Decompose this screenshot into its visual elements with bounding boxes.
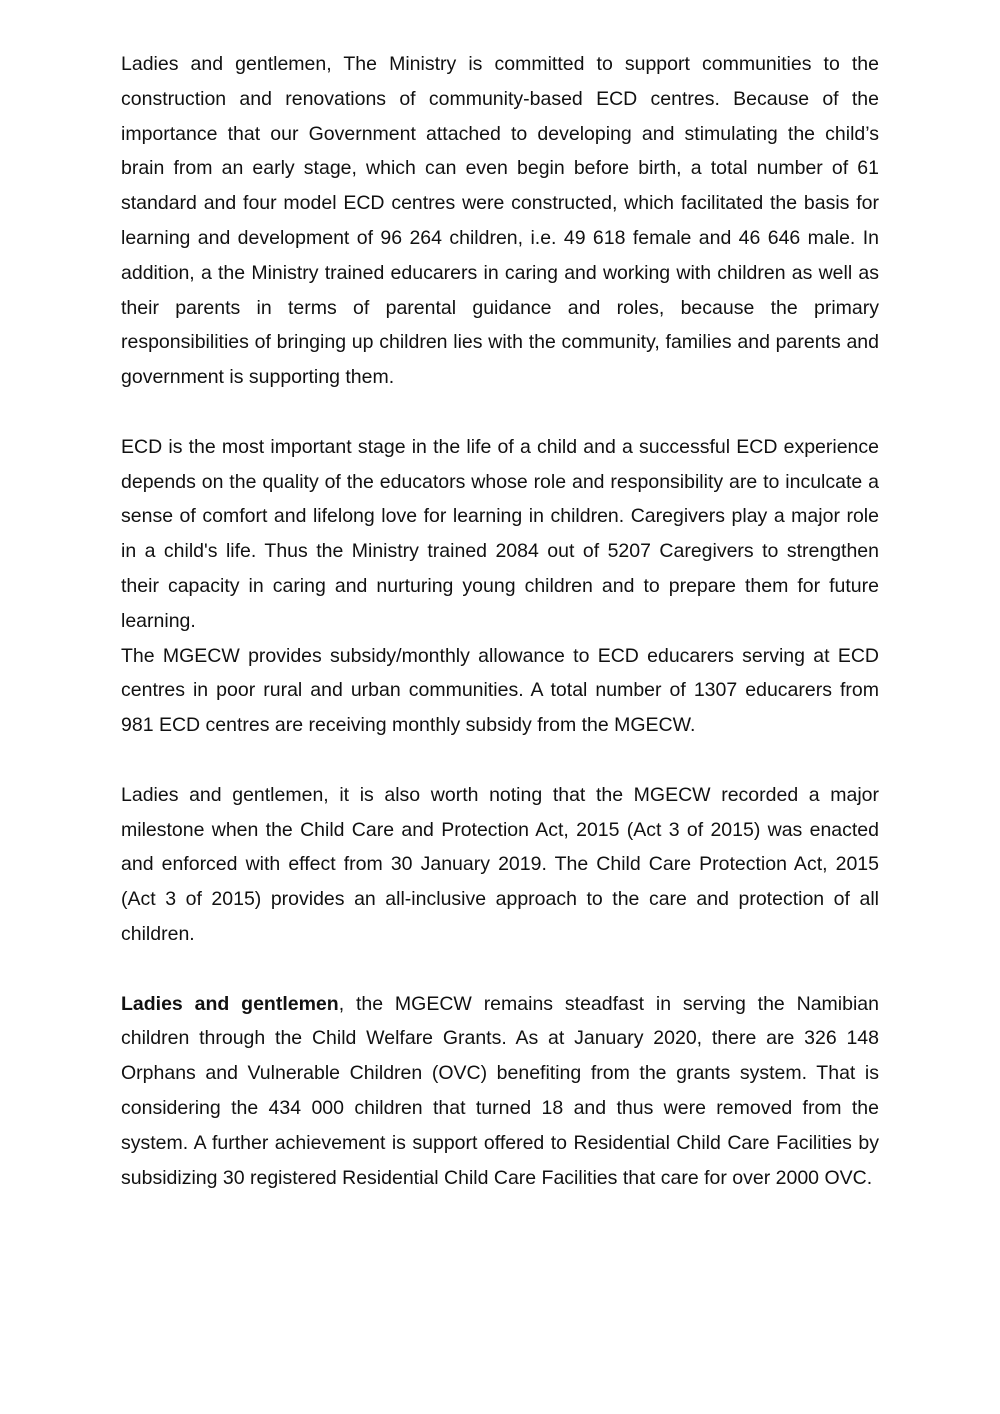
paragraph-welfare-grants <box>121 987 879 1196</box>
paragraph-spacer <box>121 395 879 430</box>
paragraph-spacer <box>121 743 879 778</box>
paragraph-child-care-act: Ladies and gentlemen, it is also worth noting that the MGECW recorded a major milestone when the Child Care and Protection Act, 2015 (Act 3 of 2015) was enacted and enforced with effect from 30 January 2019. The Child Care Protection Act, 2015 (Act 3 of 2015) provides an all-inclusive approach to the care and protection of all children. <box>121 783 879 945</box>
paragraph-caregivers: ECD is the most important stage in the life of a child and a successful ECD experience depends on the quality of the educators whose role and responsibility are to inculcate a sense of comfort and lifelong love for learning in children. Caregivers play a major role in a child's life. Thus the Ministry trained 2084 out of 5207 Caregivers to strengthen their capacity in caring and nurturing young children and to prepare them for future learning. <box>121 435 879 632</box>
paragraph-welfare-grants-text: , the MGECW remains steadfast in serving the Namibian children through the Child Welfare Grants. As at January 2020, there are 326 148 Orphans and Vulnerable Children (OVC) benefiting from the grants system. That is considering the 434 000 children that turned 18 and thus were removed from the system. A further achievement is support offered to Residential Child Care Facilities by subsidizing 30 registered Residential Child Care Facilities that care for over 2000 OVC. <box>121 992 879 1189</box>
paragraph-ecd-centres: Ladies and gentlemen, The Ministry is committed to support communities to the construction and renovations of community-based ECD centres. Because of the importance that our Government attached to developing and stimulating the child’s brain from an early stage, which can even begin before birth, a total number of 61 standard and four model ECD centres were constructed, which facilitated the basis for learning and development of 96 264 children, i.e. 49 618 female and 46 646 male. In addition, a the Ministry trained educarers in caring and working with children as well as their parents in terms of parental guidance and roles, because the primary responsibilities of bringing up children lies with the community, families and parents and government is supporting them. <box>121 53 879 389</box>
bold-salutation: Ladies and gentlemen <box>121 992 339 1015</box>
paragraph-spacer <box>121 952 879 987</box>
paragraph-subsidy: The MGECW provides subsidy/monthly allowance to ECD educarers serving at ECD centres in poor rural and urban communities. A total number of 1307 educarers from 981 ECD centres are receiving monthly subsidy from the MGECW. <box>121 644 879 737</box>
document-body <box>121 47 879 1195</box>
